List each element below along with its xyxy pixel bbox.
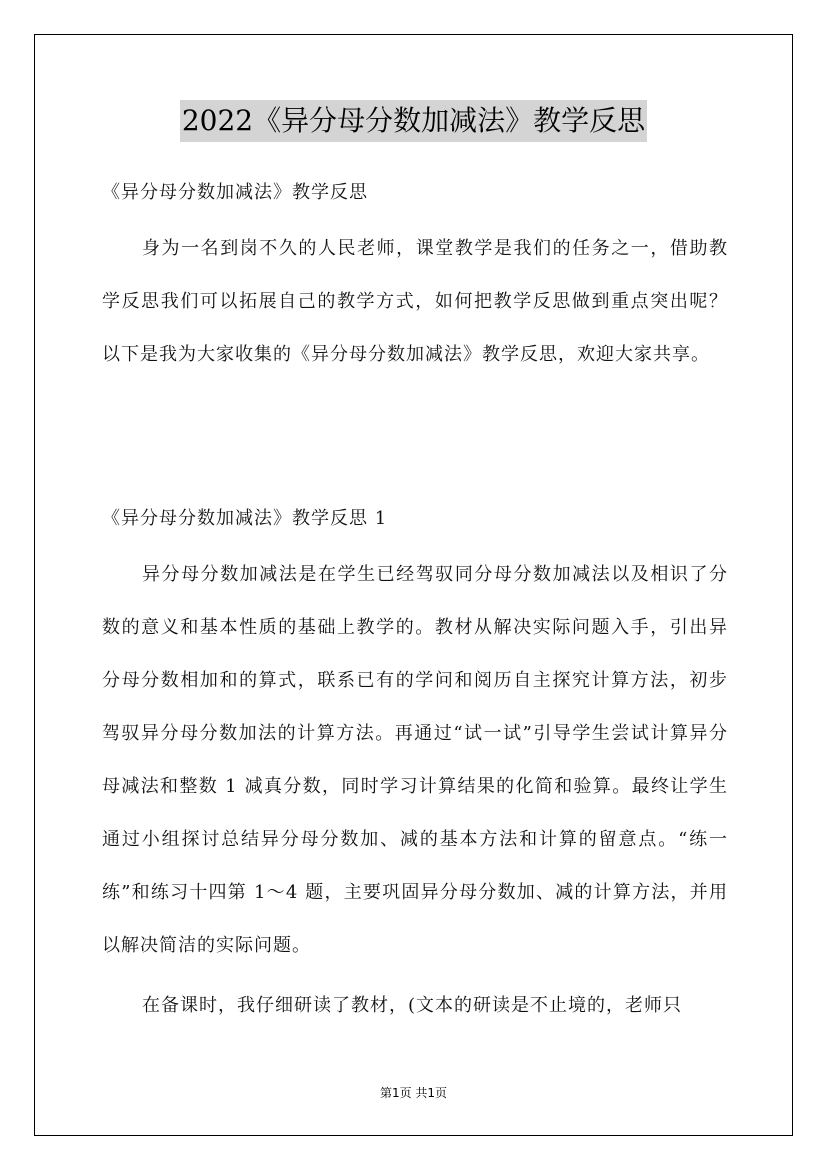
body-paragraph-2: 在备课时，我仔细研读了教材，(文本的研读是不止境的，老师只 — [142, 995, 683, 1016]
section-heading: 《异分母分数加减法》教学反思 1 — [102, 508, 388, 529]
title-container — [0, 100, 827, 142]
body-paragraph-1: 异分母分数加减法是在学生已经驾驭同分母分数加减法以及相识了分数的意义和基本性质的基础上教学的。教材从解决实际问题入手，引出异分母分数相加和的算式，联系已有的学问和阅历自主探究计算方法，初步驾驭异分母分数加法的计算方法。再通过“试一试”引导学生尝试计算异分母减法和整数 1 减真分数，同时学习计算结果的化简和验算。最终让学生通过小组探讨总结异分母分数加、减的基本方法和计算的留意点。“练一练”和练习十四第 1～4 题，主要巩固异分母分数加、减的计算方法，并用以解决简洁的实际问题。 — [102, 564, 728, 956]
page-footer: 第1页 共1页 — [379, 1086, 448, 1100]
intro-paragraph: 身为一名到岗不久的人民老师，课堂教学是我们的任务之一，借助教学反思我们可以拓展自己的教学方式，如何把教学反思做到重点突出呢？以下是我为大家收集的《异分母分数加减法》教学反思，欢迎大家共享。 — [102, 238, 728, 365]
document-subtitle: 《异分母分数加减法》教学反思 — [102, 182, 368, 203]
document-title: 2022《异分母分数加减法》教学反思 — [180, 100, 647, 142]
